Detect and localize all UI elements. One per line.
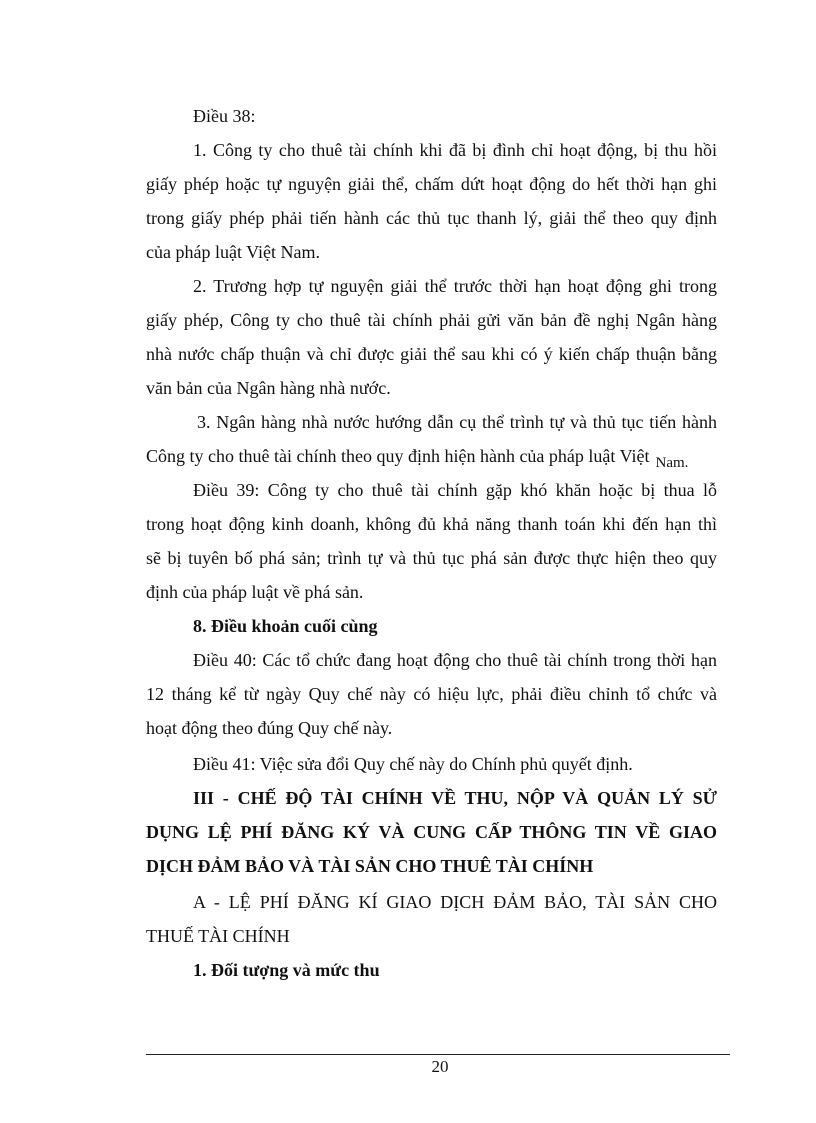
article-40-line-1: Điều 40: Các tổ chức đang hoạt động cho thuê tài chính trong thời hạn [193, 650, 717, 670]
article-38-clause-1-line-1: 1. Công ty cho thuê tài chính khi đã bị đình chỉ hoạt động, bị thu hồi [193, 140, 717, 160]
article-38-clause-2-line-2: giấy phép, Công ty cho thuê tài chính phải gửi văn bản đề nghị Ngân hàng [146, 310, 717, 330]
part-3-heading-line-1: III - CHẾ ĐỘ TÀI CHÍNH VỀ THU, NỘP VÀ QUẢN LÝ SỬ [193, 788, 717, 808]
article-38-heading: Điều 38: [193, 106, 256, 126]
article-38-clause-1-line-2: giấy phép hoặc tự nguyện giải thể, chấm dứt hoạt động do hết thời hạn ghi [146, 174, 717, 194]
section-a-heading-line-1: A - LỆ PHÍ ĐĂNG KÍ GIAO DỊCH ĐẢM BẢO, TÀI SẢN CHO [193, 892, 717, 912]
article-38-clause-3-line-2 [146, 444, 688, 470]
article-38-clause-2-line-1: 2. Trương hợp tự nguyện giải thể trước thời hạn hoạt động ghi trong [193, 276, 717, 296]
footer-divider [146, 1054, 730, 1055]
article-41: Điều 41: Việc sửa đổi Quy chế này do Chính phủ quyết định. [193, 754, 633, 774]
part-3-heading-line-3: DỊCH ĐẢM BẢO VÀ TÀI SẢN CHO THUÊ TÀI CHÍNH [146, 856, 594, 876]
article-39-line-2: trong hoạt động kinh doanh, không đủ khả năng thanh toán khi đến hạn thì [146, 514, 717, 534]
article-39-line-4: định của pháp luật về phá sản. [146, 582, 364, 602]
subsection-1-heading: 1. Đối tượng và mức thu [193, 960, 380, 980]
article-39-line-1: Điều 39: Công ty cho thuê tài chính gặp khó khăn hoặc bị thua lỗ [193, 480, 717, 500]
article-40-line-3: hoạt động theo đúng Quy chế này. [146, 718, 393, 738]
article-38-clause-3-subscript: Nam. [655, 455, 689, 471]
section-8-heading: 8. Điều khoản cuối cùng [193, 616, 378, 636]
article-38-clause-2-line-3: nhà nước chấp thuận và chỉ được giải thể sau khi có ý kiến chấp thuận bằng [146, 344, 717, 364]
article-38-clause-1-line-4: của pháp luật Việt Nam. [146, 242, 321, 262]
page-number: 20 [431, 1057, 449, 1076]
article-40-line-2: 12 tháng kể từ ngày Quy chế này có hiệu lực, phải điều chỉnh tổ chức và [146, 684, 717, 704]
section-a-heading-line-2: THUẾ TÀI CHÍNH [146, 926, 290, 946]
article-38-clause-2-line-4: văn bản của Ngân hàng nhà nước. [146, 378, 391, 398]
article-38-clause-1-line-3: trong giấy phép phải tiến hành các thủ tục thanh lý, giải thể theo quy định [146, 208, 717, 228]
article-39-line-3: sẽ bị tuyên bố phá sản; trình tự và thủ tục phá sản được thực hiện theo quy [146, 548, 717, 568]
part-3-heading-line-2: DỤNG LỆ PHÍ ĐĂNG KÝ VÀ CUNG CẤP THÔNG TIN VỀ GIAO [146, 822, 717, 842]
article-38-clause-3-line-2-text: Công ty cho thuê tài chính theo quy định hiện hành của pháp luật Việt [146, 446, 650, 466]
article-38-clause-3-line-1: 3. Ngân hàng nhà nước hướng dẫn cụ thể trình tự và thủ tục tiến hành [197, 412, 717, 432]
